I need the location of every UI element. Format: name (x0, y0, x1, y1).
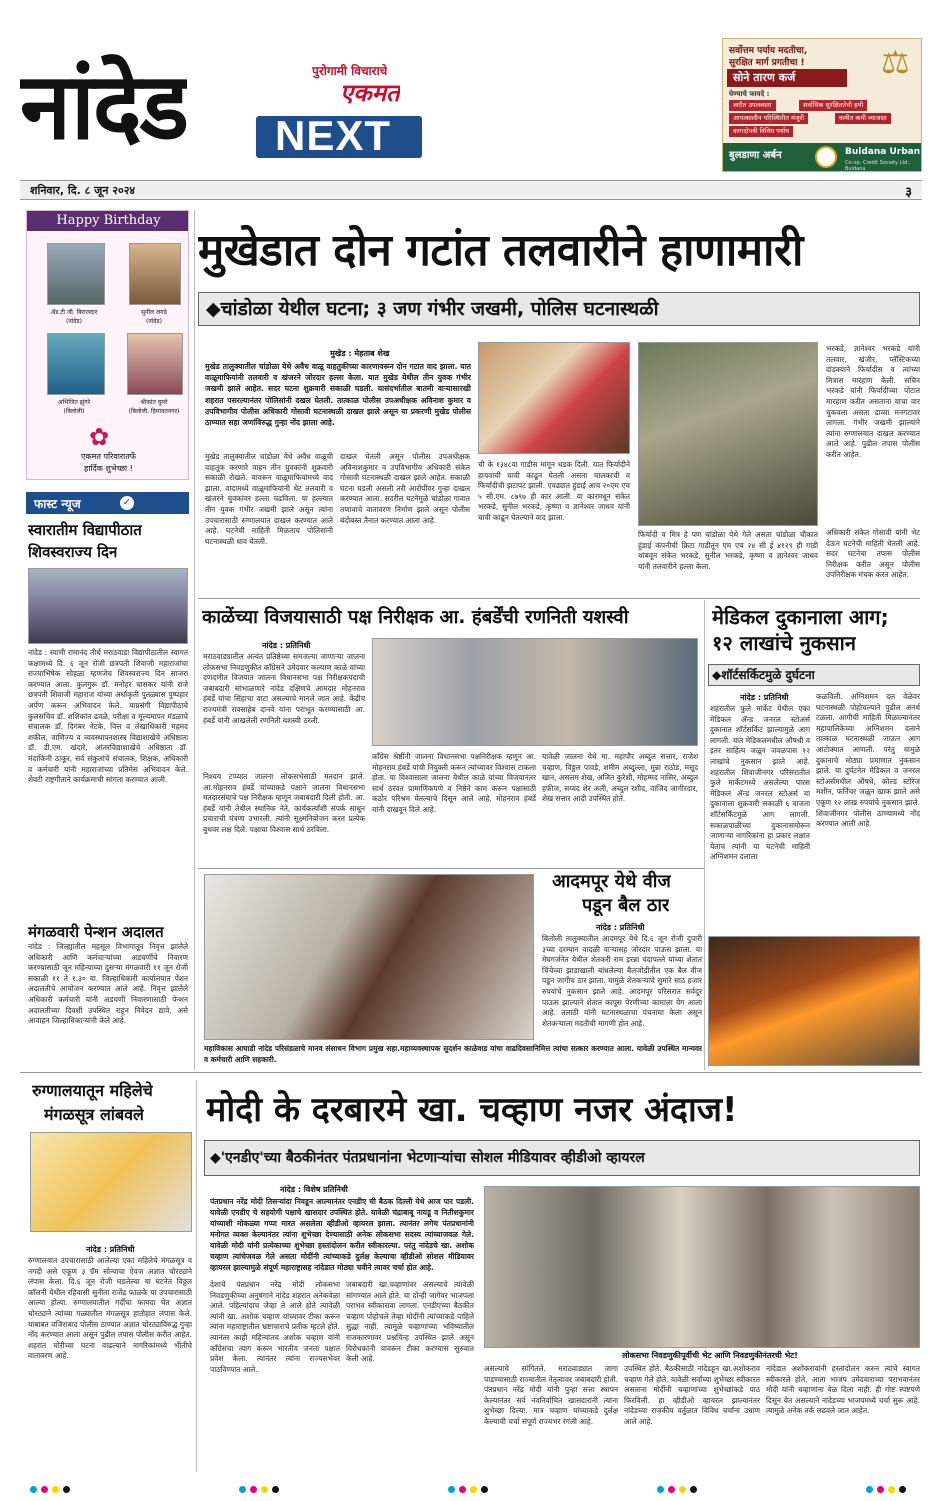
birthday-wish-1: एकमत परिवारातर्फे (81, 452, 136, 461)
birthday-place-4: (बिलोली, हिमायतनगर) (128, 408, 180, 415)
birthday-name-2: सुनील लगडे (141, 309, 167, 316)
lead-column-1: मुखेड तालुक्यातील चांडोळा येथे अवैध वाळूची वाहतूक करणारे वाहन तीन युवकांनी शुक्रवारी सकाळी रोखले. यावरून वाळूमाफियांमध्ये वाद झाला. वादामध्ये वाळूमाफियांनी थेट तलवारी व खंजरने युवकांवर हल्ला चढविला. या हल्ल्यात तीन युवक गंभीर जखमी झाले असून त्यांना उपचारासाठी रुग्णालयात दाखल करण्यात आले आहे. घटनेची माहिती मिळताच पोलिसांनी घटनास्थळी धाव घेतली. (205, 452, 333, 546)
date-line: शनिवार, दि. ८ जून २०२४ (30, 184, 136, 197)
mangalsutra-headline-2: मंगळसूत्र लांबवले (44, 1105, 144, 1124)
modi-photo-collage (484, 1186, 920, 1348)
adampur-headline-1: आदमपूर येथे वीज (552, 871, 671, 892)
modi-column-3: असल्याचे सांगितले. मराठवाड्यात जागा पाडण्यासाठी राज्यातील नेतृत्वावर जबाबदारी होती. पंतप्रधान नरेंद्र मोदी यांनी पुन्हा सत्ता स्थापन केल्यानंतर सर्व नवनिर्वाचित खासदारांनी त्यांना शुभेच्छा दिल्या. मात्र चव्हाण यांच्याकडे दुर्लक्ष केल्याची चर्चा संपूर्ण राज्यभर रंगली आहे. (484, 1364, 618, 1426)
felicitation-caption: महाविकास आघाडी नांदेड परिसंडळाचे मानव संसाधन विभाग प्रमुख सहा.महाव्यवस्थापक सुदर्शन काळेवाड यांचा वाढदिवसानिमित्त त्यांचा सत्कार करण्यात आला. यावेळी उपस्थित मान्यवर व कर्मचारी आणि सहकारी. (204, 1044, 702, 1064)
masthead-brand-logo: एकमत (340, 79, 400, 107)
birthday-name-4: श्रीकांत घुमरे (140, 399, 168, 406)
ad-bank-en: Buldana Urban (845, 147, 921, 157)
modi-byline: नांदेड : विशेष प्रतिनिधी (280, 1185, 348, 1194)
fast-news-text-1: नांदेड : स्वामी रामानंद तीर्थ मराठवाडा विद्यापीठातील स्वागत कक्षामध्ये दि. ६ जून रोजी छत्रपती शिवाजी महाराजांचा राज्याभिषेक सोहळा म्हणजेच शिवस्वराज्य दिन साजरा करण्यात आला. कुलगुरू डॉ. मनोहर चासकर यांनी राजे छत्रपती शिवाजी महाराज यांच्या अर्धाकृती पुतळ्यास पुष्पहार अर्पण करून अभिवादन केले. याप्रसंगी विद्यापीठाचे कुलसचिव डॉ. शशिकांत ढवळे, परीक्षा व मूल्यमापन मंडळाचे संचालक डॉ. दिगंबर नेटके, वित्त व लेखाधिकारी महमद शकील, वाणिज्य व व्यवस्थापनशास्त्र विद्याशाखेचे अधिष्ठाता डॉ. डी.एम. खंदारे, आंतरविद्याशाखेचे अधिष्ठाता डॉ. मंदाकिनी ठाकूर, सर्व संकुलांचे संचालक, शिक्षक, अधिकारी व कर्मचारी यांनी महाराजांच्या प्रतिमेस अभिवादन केले. शेवटी राष्ट्रगीताने कार्यक्रमाची सांगता करण्यात आली. (28, 648, 188, 785)
kale-column-1: मराठवाड्यातील अत्यंत प्रतिष्ठेच्या समजल्या जाणाऱ्या जालना लोकसभा निवडणुकीत काँग्रेसने उमेदवार कल्याण काळे यांच्या दणदणीत विजयात जालना विधानसभा पक्ष निरीक्षकपदाची जबाबदारी सांभाळणारे नांदेड दक्षिणचे आमदार मोहनराव हंबर्डे यांचा सिंहाचा वाटा असल्याचे मानले जात आहे. केंद्रीय राज्यमंत्री रावसाहेब दानवे यांना पराभूत करण्यासाठी आ. हंबर्डे यांनी आखलेली रणनिती यशस्वी ठरली. (203, 652, 365, 725)
modi-column-4: उपस्थित होते. बैठकीसाठी नांदेडहून खा.अशोकराव चव्हाण गेले होते. यावेळी सर्वांच्या शुभेच्छा स्वीकारत असताना मोदींनी चव्हाणांच्या शुभेच्छांकडे पाठ फिरविली. हा व्हीडीओ व्हायरल झाल्यानंतर नांदेडच्या राजकीय वर्तुळात विविध चर्चांना उधाण आले आहे. (624, 1364, 760, 1426)
kale-photo-group (372, 638, 698, 746)
adampur-text: बिलोली तालुक्यातील आदमपूर येथे दि.६ जून रोजी दुपारी ३च्या दरम्यान वादळी वाऱ्यासह जोरदार पाऊस झाला. या मेघगर्जनेत येथील शेतकरी राम इरन्ना चंदापल्ले यांच्या शेतात चिंचेच्या झाडाखाली बांधलेल्या बैलजोडीतील एक बैल वीज पडून जागीच ठार झाला. यामुळे शेतकऱ्याचे सुमारे साठ हजार रुपयांचे नुकसान झाले आहे. आदमपूर परिसरात सर्वदूर पाऊस झाल्याने शेतात कापूस पेरणीच्या कामाला वेग आला आहे. तलाठी यांनी घटनास्थळाचा पंचनामा केला असून शेतकऱ्याला मदतीची मागणी होत आहे. (542, 934, 702, 1028)
fast-news-photo (28, 568, 188, 644)
medical-byline: नांदेड : प्रतिनिधी (740, 693, 789, 702)
avatar (129, 243, 181, 305)
modi-headline: मोदी के दरबारमे खा. चव्हाण नजर अंदाज! (206, 1090, 738, 1130)
medical-subheadline: ◆शॉर्टसर्किटमुळे दुर्घटना (712, 668, 815, 682)
ad-sub: घेण्याचे फायदे : (729, 90, 770, 98)
modi-column-2: जबाबदारी खा.चव्हाणांवर असल्याचे त्यावेळी सांगण्यात आले होते. या दोन्ही जागेवर भाजपला पराभव स्वीकारावा लागला. एनडीएच्या बैठकीत चव्हाण पोहोचले तेव्हा मोदींनी त्यांच्याकडे पाहिले सुद्धा नाही. त्यामुळे चव्हाणांच्या भविष्यातील राजकारणावर प्रश्नचिन्ह उपस्थित झाले असून विरोधकांनी यावरून टीका करण्यास सुरुवात केली आहे. (346, 1280, 474, 1364)
theft-illustration (30, 1132, 192, 1232)
birthday-place-2: (नांदेड) (146, 318, 162, 325)
ad-benefit-5: कागदोपत्री विविध पर्याय (729, 126, 793, 137)
lead-column-3: ची के १३४८या गाडीस मागून धडक दिली. यात फिर्यादीने हायवाची चावी काढून घेतली असता चालकाची व फिर्यादीची झटापट झाली. एवढ्यात हुंडाई आय २०एम एच ५ सी.एम. ८७९७ ही कार आली. या कारमधून संकेत भरकडे, सुनील भरकडे, कृष्णा व ज्ञानेश्वर जाधव यांनी चावी काढून घेतल्याने वाद झाला. (478, 460, 630, 522)
fast-news-headline-1b: शिवस्वराज्य दिन (28, 543, 118, 561)
birthday-name-1: ॲड.टी.जी. बिराजदार (50, 309, 98, 316)
fast-news-headline-1a: स्वारातीम विद्यापीठात (28, 521, 142, 539)
ad-benefit-3: आपत्कालीन परिस्थितीत मंजुरी (729, 113, 808, 124)
birthday-box (26, 210, 189, 480)
medical-headline-1: मेडिकल दुकानाला आग; (712, 605, 889, 629)
modi-column-1: देशाचे पंतप्रधान नरेंद्र मोदी लोकसभा निवडणुकीच्या अनुषंगाने नांदेड शहरात अनेकवेळा आले. पहिल्यांदाच जेव्हा ते आले होते त्यावेळी त्यांनी खा. अशोक चव्हाण यांच्यावर टीका करून त्यांना महाराष्ट्रातील भ्रष्टाचाराचे प्रतीक म्हटले होते. त्यानंतर काही महिन्यांतच अशोक चव्हाण यांनी काँग्रेसचा त्याग करून भारतीय जनता पक्षात प्रवेश केला. त्यानंतर त्यांना राज्यसभेवर पाठविण्यात आले. (210, 1280, 340, 1374)
birthday-place-1: (नांदेड) (66, 318, 82, 325)
kale-byline: नांदेड : प्रतिनिधी (262, 641, 311, 650)
kale-caption-left: काँग्रेस श्रेष्ठींनी जालना विधानसभा पक्षनिरीक्षक म्हणून आ. मोहनराव हंबर्डे यांची नियुक्ती करून त्यांच्यावर विश्वास टाकला होता. या विश्वासाला जालना येथील काळे यांच्या विजयानंतर सार्थ ठरवत प्रामाणिकपणे व निष्ठेने काम करून पक्षासाठी कठोर परिश्रम घेतल्याचे दिसून आले आहे. मोहनराव हंबर्डे यांनी दाखवून दिले आहे. (372, 752, 536, 814)
gold-loan-ad[interactable] (722, 38, 922, 172)
medical-headline-2: १२ लाखांचे नुकसान (712, 631, 856, 655)
date-bar (20, 180, 922, 200)
kale-headline: काळेंच्या विजयासाठी पक्ष निरीक्षक आ. हंबर्डेंची रणनिती यशस्वी (202, 607, 629, 628)
mangalsutra-text: रुग्णालयात उपचारासाठी आलेल्या एका महिलेचे मंगळसूत्र व नगदी असे एकूण ३ ग्रॅम सोन्याचा ऐवज अज्ञात चोरट्याने लंपास केला. दि.६ जून रोजी घडलेल्या या घटनेत विठ्ठल कॉलनी येथील रहिवासी सुनीता राजेंद्र फाळके या उपचारासाठी आल्या होत्या. रुग्णालयातील गर्दीचा फायदा घेत अज्ञात चोरट्याने त्यांच्या गळ्यातील मंगळसूत्र हातोहात लंपास केले. याबाबत वजिराबाद पोलीस ठाण्यात अज्ञात चोरट्याविरुद्ध गुन्हा नोंद करण्यात आला असून पुढील तपास पोलीस करीत आहेत. शहरात चोरीच्या घटना वाढल्याने नागरिकांमध्ये भीतीचे वातावरण आहे. (28, 1256, 192, 1361)
flower-icon: ✿ (89, 423, 110, 451)
adampur-byline: नांदेड : प्रतिनिधी (596, 923, 645, 932)
avatar (127, 333, 183, 395)
ad-benefit-4: कमीत कमी व्याजदर (835, 113, 891, 124)
lead-byline: मुखेड : मेहताब शेख (330, 349, 390, 358)
lead-photo-crowd (638, 342, 818, 526)
avatar (47, 243, 105, 305)
ad-line2: सुरक्षित मार्ग प्रगतीचा ! (729, 58, 805, 68)
fire-photo (708, 936, 920, 1066)
kale-caption-right: यावेळी जालना येथे मा. महापौर अब्दुल सत्तार, राजेश चव्हाण, विठ्ठल पावडे, शमीम अब्दुल्ला, मुन्ना राठोड, मसूद खान, असलम शेख, अजित कुरेशी, मोहम्मद नासिर, अब्दुल हफीज, सय्यद शेर अली, अब्दुल रशीद, वाजिद जागीरदार, शेख सत्तार आदी उपस्थित होते. (542, 752, 698, 804)
modi-column-5: नांदेडात अशोकरावांनी हस्तांदोलन करुन त्यांचे स्वागत स्वीकारले होते. आता भाजप उमेदवाराच्या पराभवानंतर मोदी यांनी चव्हाणांना वेळ दिला नाही. ही गोष्ट स्पष्टपणे दिसून येत असल्याने नांदेडच्या भाजपमध्ये चर्चा सुरू आहे. त्यामुळे अनेक तर्क लढवले जात आहेत. (766, 1364, 920, 1416)
modi-photo-caption: लोकसभा निवडणुकीपूर्वीची भेट आणि निवडणुकीनंतरची भेट! (622, 1351, 798, 1360)
lead-column-4: फिर्यादी व मित्र हे पण चांडोळा येथे गेले असता चांडोळा चौकात हुंडाई कंपनीची क्रिटा गाडीतून एम एच २४ सी ई ४१२९ ही गाडी थांबवून संकेत भरकडे, सुनील भरकडे, कृष्णा व ज्ञानेश्वर जाधव यांनी तलवारीने हल्ला केला. (638, 530, 818, 571)
avatar (47, 333, 105, 395)
modi-intro: पंतप्रधान नरेंद्र मोदी तिसऱ्यांदा निवडून आल्यानंतर एनडीए ची बैठक दिल्ली येथे आज पार पडली. यावेळी एनडीए चे सहयोगी पक्षाचे खासदार उपस्थित होते. यावेळी चंद्राबाबू नायडू व नितीशकुमार यांच्याशी मोकळ्या गप्पा मारत असलेला व्हीडीओ व्हायरल झाला. त्यानंतर लगेच पंतप्रधानांनी मनोगत व्यक्त केल्यानंतर त्यांना शुभेच्छा देण्यासाठी अनेक लोकसभा सदस्य त्यांच्याजवळ गेले. यावेळी मोदी यांनी प्रत्येकाच्या शुभेच्छा हस्तांदोलन करीत स्वीकारल्या. परंतु नांदेडचे खा. अशोक चव्हाण त्यांचेजवळ गेले असता मोदींनी त्यांच्याकडे दुर्लक्ष केल्याचा व्हीडीओ सोशल मीडियावर व्हायरल झाल्यामुळे संपूर्ण महाराष्ट्रासह नांदेडात मोठ्या चवीने त्यावर चर्चा होत आहे. (210, 1197, 474, 1272)
lead-subheadline: ◆चांडोळा येथील घटना; ३ जण गंभीर जखमी, पोलिस घटनास्थळी (206, 298, 659, 320)
ad-title: सोने तारण कर्ज (727, 69, 847, 87)
fast-news-label: फास्ट न्यूज (34, 497, 81, 511)
print-color-marks (30, 1478, 910, 1492)
mangalsutra-byline: नांदेड : प्रतिनिधी (86, 1245, 135, 1254)
lead-column-6: अधिकारी संकेत गोसावी यांनी भेट देऊन घटनेची माहिती घेतली आहे. सदर घटनेचा तपास पोलीस निरीक्षक करीत असून पोलीस उपनिरीक्षक मंचक करत आहेत. (826, 528, 920, 580)
kale-column-2: निश्चय टप्प्यात जालना लोकसभेसाठी मतदान झाले. आ.मोहनराव हंबर्डे यांच्याकडे पक्षाने जालना विधानसभा मतदारसंघाचे पक्ष निरीक्षक म्हणून जबाबदारी दिली होती. आ. हंबर्डे यांनी तेथील स्थानिक नेते, कार्यकर्त्यांशी संपर्क साधून प्रचाराची यंत्रणा उभारली. त्यांनी सूक्ष्मनियोजन करत प्रत्येक बुथवर लक्ष दिले. पक्षाचा विश्वास सार्थ ठरविला. (203, 772, 365, 834)
lead-column-2: दाखल घेतली असून पोलीस उपअधीक्षक अविनाशकुमार व उपविभागीय अधिकारी संकेत गोसावी घटनास्थळी दाखल झाले आहेत. सकाळी घटना घडली असली तरी आरोपींवर गुन्हा दाखल करण्यात आला. सदरील घटनेमुळे चांडोळा गावात तणावाचे वातावरण निर्माण झाले असून पोलीस बंदोबस्त तैनात करण्यात आला आहे. (340, 452, 470, 525)
lead-column-5: भरकडे, ज्ञानेश्वर भरकडे यांनी तलवार, खंजीर, प्लॅस्टिकच्या दांडक्याने फिर्यादीस व त्यांच्या मित्रास मारहाण केली. सचिन भरकडे यांनी फिर्यादीच्या पोटात मारहाण करीत असताना याचा वार चुकवला असता डाव्या मनगटावर लागला. गंभीर जखमी झाल्याने त्यांना रुग्णालयात दाखल करण्यात आले आहे. पुढील तपास पोलीस करीत आहेत. (826, 344, 920, 459)
masthead (20, 40, 450, 170)
fast-news-text-2: नांदेड : जिल्ह्यातील महसूल विभागातून निवृत्त झालेले अधिकारी आणि कर्मचाऱ्यांच्या अडचणींचे निवारण करण्यासाठी जून महिन्याच्या दुसऱ्या मंगळवारी ११ जून रोजी सकाळी ११ ते १.३० वा. जिल्हाधिकारी कार्यालयात पेंशन अदालतीचे आयोजन करण्यात आले आहे. निवृत्त झालेले अधिकारी कर्मचारी यांनी अडचणी निवारणासाठी पेन्शन अदालतीच्या दिवशी उपस्थित राहून निवेदन द्यावे, असे आवाहन जिल्हाधिकाऱ्यांनी केले आहे. (28, 942, 188, 1026)
lead-intro: मुखेड तालुक्यातील चांडोळा येथे अवैध वाळू वाहतुकीच्या कारणावरून दोन गटात वाद झाला. यात वाळूमाफियांनी तलवारी व खंजरने जोरदार हल्ला केला. यात मुखेड येथील तीन युवक गंभीर जखमी झाले आहेत. सदर घटना शुक्रवारी सकाळी घडली. यासंदर्भातील बातमी वाऱ्यासारखी शहरात पसरल्यानंतर पोलिसांनी दखल घेतली. तात्काळ पोलीस उपअधीक्षक अविनाश कुमार व उपविभागीय पोलीस अधिकारी गोसावी घटनास्थळी दाखल झाले असून या प्रकरणी मुखेड पोलीस ठाण्यात सहा जणांविरुद्ध गुन्हा नोंद झाला आहे. (205, 362, 471, 428)
check-icon: ✓ (120, 496, 134, 510)
medical-column-1: शहरातील फुले मार्केट येथील एका मेडिकल ॲन्ड जनरल स्टोअर्स दुकानात शॉर्टसर्किट झाल्यामुळे आग लागली. यात मेडिकलमधील औषधी व इतर साहित्य जळून जवळपास १२ लाखांचे नुकसान झाले आहे. शहरातील शिवाजीनगर परिसरातील फुले मार्केटमध्ये असलेल्या पारस मेडिकल ॲन्ड जनरल स्टोअर्स या दुकानाला शुक्रवारी सकाळी ६ वाजता शॉर्टसर्किटमुळे आग लागली. सकाळपाळीच्या दुकानासमोरून जाणाऱ्या नागरिकांना हा प्रकार लक्षात येताच त्यांनी या घटनेची माहिती अग्निशमन दलाला (710, 704, 810, 862)
masthead-title: नांदेड (20, 53, 187, 160)
birthday-place-3: (बिलोली) (63, 408, 85, 415)
adampur-headline-2: पडून बैल ठार (582, 895, 670, 916)
felicitation-photo (204, 874, 534, 1040)
mangalsutra-headline-1: रुग्णालयातून महिलेचे (32, 1081, 153, 1100)
fast-news-headline-2: मंगळवारी पेन्शन अदालत (28, 923, 164, 941)
bank-logo-icon (815, 146, 837, 168)
birthday-name-3: अभिजित झुंगरे (57, 399, 91, 406)
scale-icon: ⚖ (881, 43, 910, 81)
lead-headline: मुखेडात दोन गटांत तलवारीने हाणामारी (198, 225, 803, 276)
ad-bank-sub: Co-op. Credit Society Ltd., Buldana (845, 160, 911, 172)
masthead-tagline: पुरोगामी विचाराचे (312, 64, 388, 78)
ad-benefit-1: त्वरीत उपलब्धता (729, 100, 776, 111)
ad-bank-mr: बुलडाणा अर्बन (729, 150, 782, 161)
ad-benefit-2: सर्वाधिक सुरक्षिततेची हमी (799, 100, 867, 111)
modi-subheadline: ◆'एनडीए'च्या बैठकीनंतर पंतप्रधानांना भेटणाऱ्यांचा सोशल मीडियावर व्हीडीओ व्हायरल (210, 1150, 645, 1166)
ad-line1: सर्वोत्तम पर्याय मदतीचा, (729, 46, 808, 56)
birthday-wish-2: हार्दिक शुभेच्छा ! (84, 464, 133, 473)
page-number: ३ (905, 185, 912, 200)
lead-photo-injury (478, 342, 630, 454)
next-logo: NEXT (275, 112, 392, 159)
birthday-title: Happy Birthday (27, 211, 189, 231)
medical-column-2: कळविली. अग्निशमन दल वेळेवर घटनास्थळी पोहोचल्याने पुढील अनर्थ टळला. आगीची माहिती मिळाल्यानंतर महापालिकेच्या अग्निशमन दलाने तात्काळ घटनास्थळी जाऊन आग आटोक्यात आणली. परंतु यामुळे दुकानाचे मोठ्या प्रमाणात नुकसान झाले. या दुर्घटनेत मेडिकल व जनरल स्टोअर्समधील औषधे, कोल्ड स्टोरेज मशीन, फर्निचर जळून खाक झाले असे एकूण १२ लाख रुपयांचे नुकसान झाले. शिवाजीनगर पोलीस ठाण्यामध्ये नोंद करण्यात आली आहे. (816, 692, 920, 829)
